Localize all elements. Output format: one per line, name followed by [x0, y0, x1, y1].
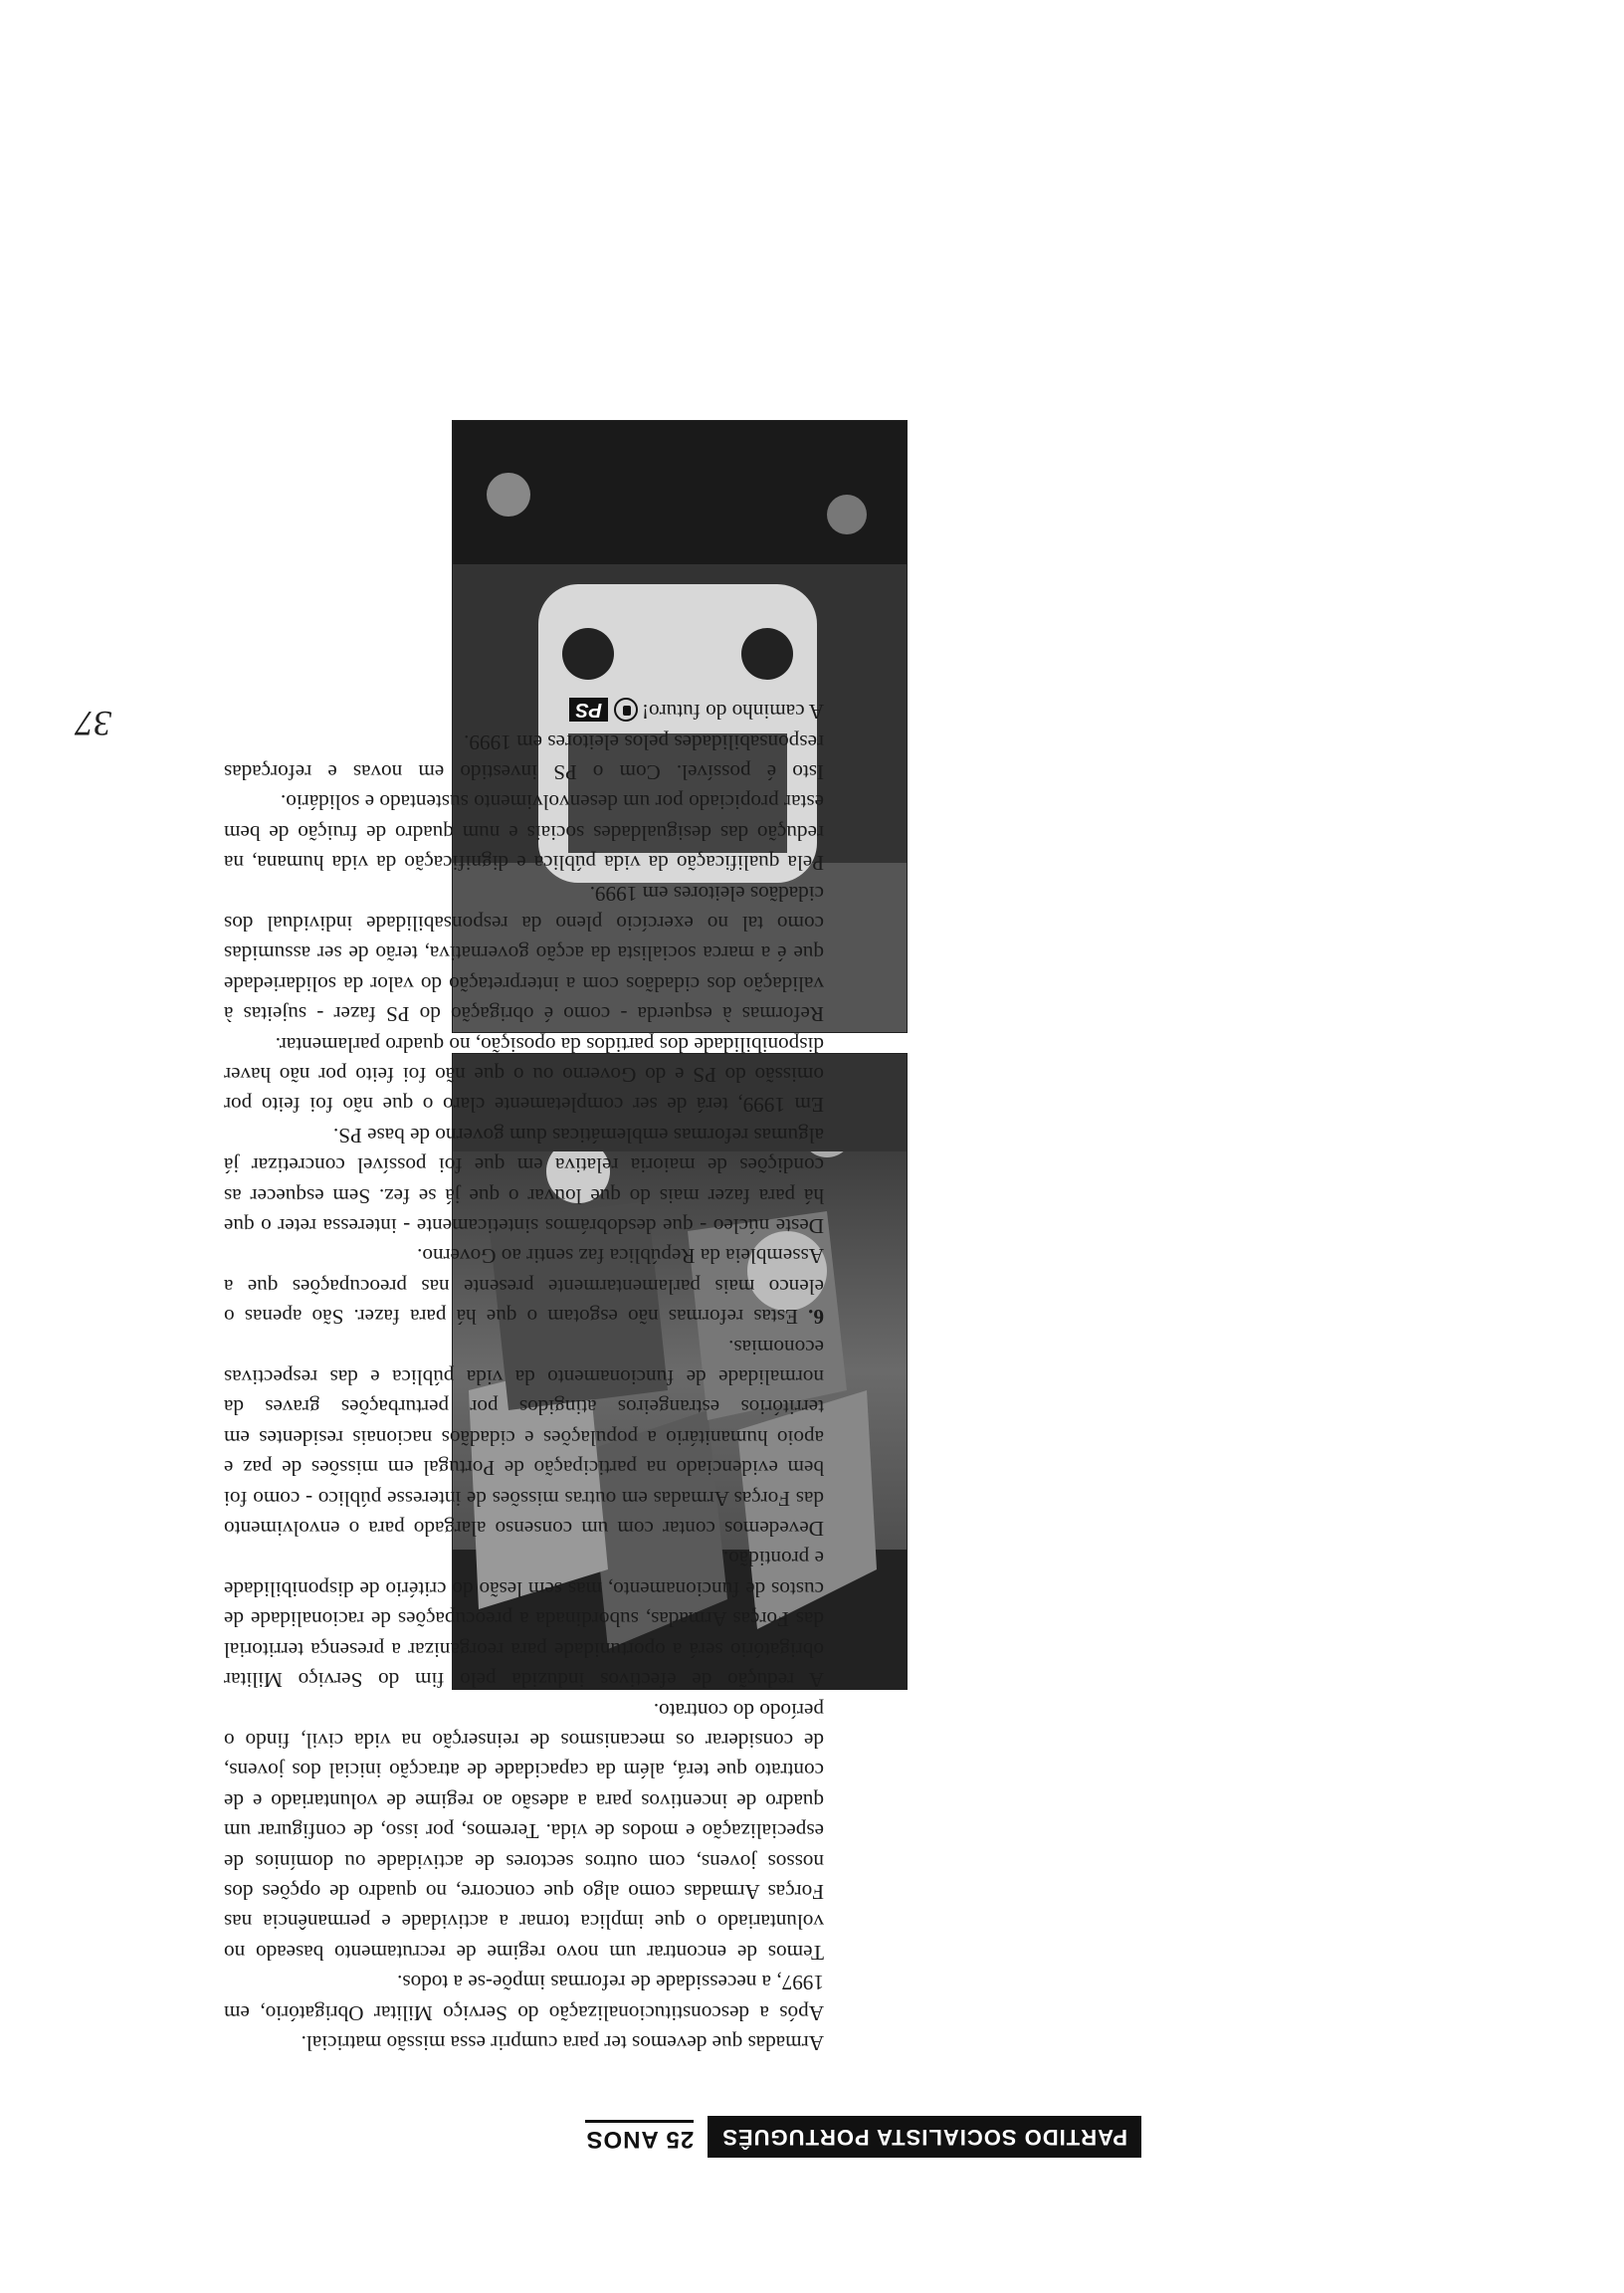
ps-logo: PS — [569, 698, 608, 722]
anniversary-label: 25 ANOS — [585, 2121, 694, 2154]
item-6-paragraph — [224, 1241, 824, 1332]
paragraph: Pela qualificação da vida pública e dignificação da vida humana, na redução das desigualdades sociais e num quadro de fruição de bem estar propiciado por um desenvolvimento sustentado e solidário. — [224, 790, 824, 876]
item-number: 6. — [808, 1305, 824, 1330]
closing-line — [224, 697, 824, 727]
paragraph: Após a desconstitucionalização do Serviço Militar Obrigatório, em 1997, a necessidade de reformas impõe-se a todos. — [224, 1971, 824, 2025]
item-6-text: Estas reformas não esgotam o que há para fazer. São apenas o elenco mais parlamentarmente presente nas preocupações que a Assembleia da República faz sentir ao Governo. — [224, 1244, 824, 1330]
body-text-column — [224, 147, 824, 2058]
paragraph: Temos de encontrar um novo regime de recrutamento baseado no voluntariado o que implica tornar a actividade e permanência nas Forças Armadas como algo que concorre, no quadro de opções dos nossos jovens, com outros sectores de actividade ou domínios de especialização e modos de vida. Teremos, por isso, de configurar um quadro de incentivos para a adesão ao regime de voluntariado e de contrato que terá, além da capacidade de atracção inicial dos jovens, de considerar os mecanismos de reinserção na vida civil, findo o período do contrato. — [224, 1698, 824, 1965]
paragraph: Em 1999, terá de ser completamente claro o que não foi feito por omissão do PS e do Governo ou o que não foi feito por não haver disponibilidade dos partidos da oposição, no quadro parlamentar. — [224, 1032, 824, 1118]
paragraph: Reformas à esquerda - como é obrigação do PS fazer - sujeitas à validação dos cidadãos com a interpretação do valor da solidariedade que é a marca socialista da acção governativa, terão de ser assumidas como tal no exercício pleno da responsabilidade individual dos cidadãos eleitores em 1999. — [224, 881, 824, 1027]
paragraph: Devedemos contar com um consenso alargado para o envolvimento das Forças Armadas em outras missões de interesse público - como foi bem evidenciado na participação de Portugal em missões de paz e apoio humanitário a populações e cidadãos nacionais residentes em territórios estrangeiros atingidos por perturbações graves da normalidade de funcionamento da vida pública e das respectivas economias. — [224, 1335, 824, 1542]
paragraph: Armadas que devemos ter para cumprir essa missão matricial. — [301, 2031, 824, 2055]
party-name-banner: PARTIDO SOCIALISTA PORTUGUÊS — [708, 2116, 1141, 2158]
paragraph: Deste núcleo - que desdobrámos sinteticamente - interessa reter o que há para fazer mais do que louvar o que já se fez. Sem esquecer as condições de maioria relativa em que foi possível concretizar já algumas reformas emblemáticas dum governo de base PS. — [224, 1123, 824, 1239]
closing-text: A caminho do futuro! — [641, 700, 824, 725]
running-header — [585, 2116, 1141, 2158]
paragraph: A redução de efectivos induzida pelo fim do Serviço Militar obrigatório será a oportunidade para reorganizar a presença territorial das Forças Armadas, subordinada a preocupações de racionalidade de custos de funcionamento, mas sem lesão do critério de disponibilidade e prontidão. — [224, 1547, 824, 1693]
paragraph: Isto é possível. Com o PS investido em novas e reforçadas responsabilidades pelos eleitores em 1999. — [224, 730, 824, 784]
page-number: 37 — [76, 704, 111, 743]
ps-fist-rose-icon — [614, 698, 638, 722]
